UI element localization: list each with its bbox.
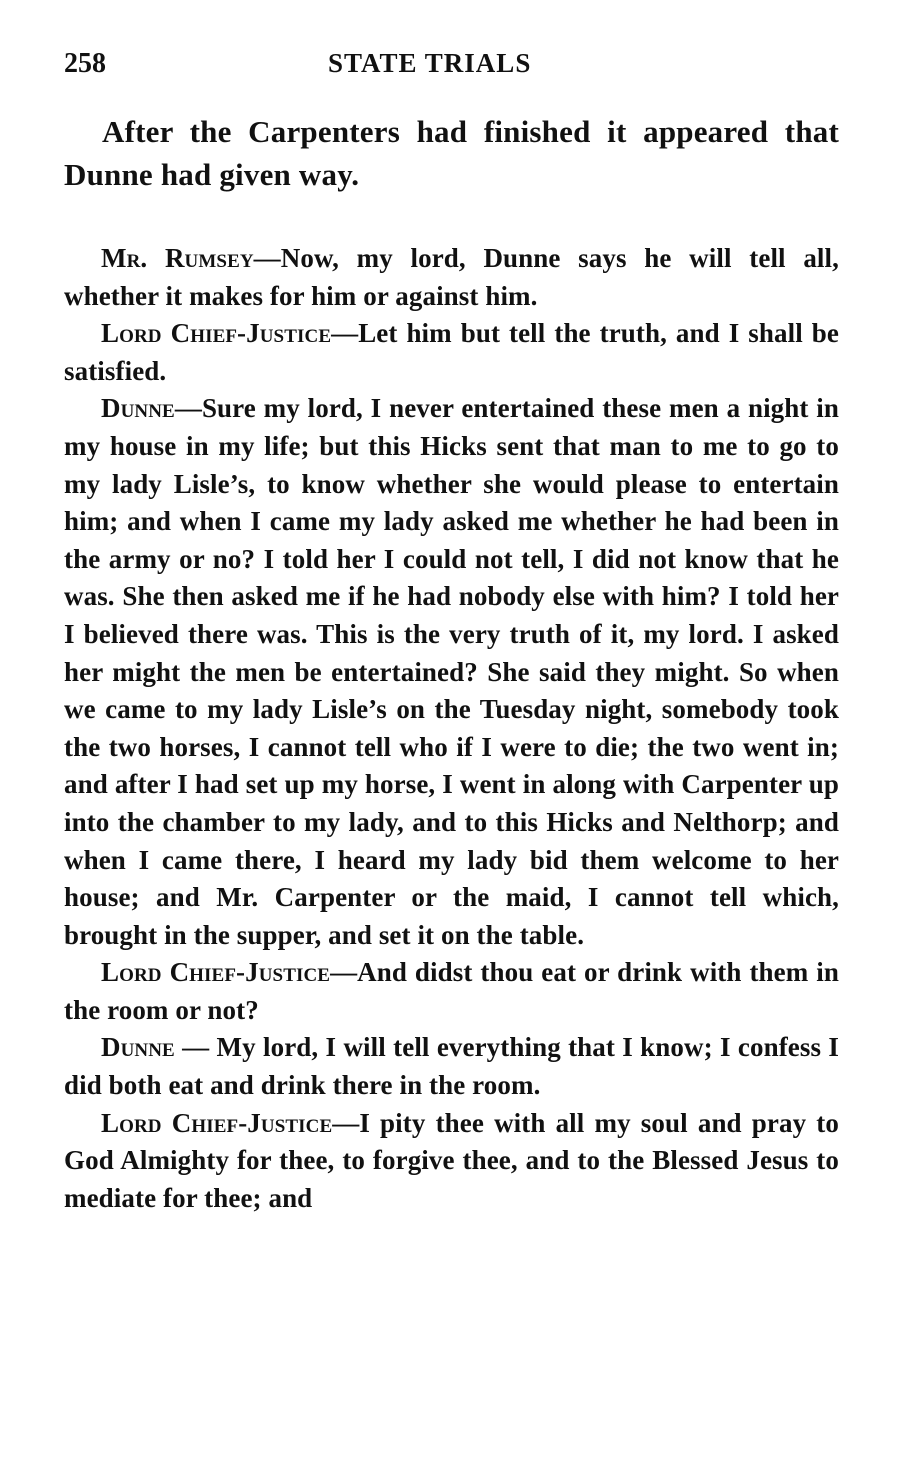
speaker-name: Lord Chief-Justice: [101, 1107, 333, 1138]
speech-paragraph: [64, 1105, 839, 1218]
book-page: [64, 48, 839, 1438]
speech-paragraph: [64, 954, 839, 1029]
speech-text: —Let him but tell the truth, and I shall be satisfied.: [64, 318, 839, 386]
speaker-name: Dunne: [101, 393, 175, 424]
speech-text: —I pity thee with all my soul and pray to God Almighty for thee, to forgive thee, and to the Blessed Jesus to mediate for thee; and: [64, 1107, 839, 1213]
speech-paragraph: [64, 390, 839, 954]
page-number: 258: [64, 48, 106, 79]
speaker-name: Lord Chief-Justice: [101, 318, 332, 349]
section-summary: After the Carpenters had finished it appeared that Dunne had given way.: [64, 114, 839, 192]
speaker-name: Mr. Rumsey: [101, 243, 254, 273]
speaker-name: Lord Chief-Justice: [101, 957, 331, 988]
speech-paragraph: [64, 1029, 839, 1104]
speech-text: —Now, my lord, Dunne says he will tell all, whether it makes for him or against him.: [64, 243, 839, 311]
running-title: STATE TRIALS: [328, 48, 532, 78]
testimony-text: [64, 240, 839, 1217]
speaker-name: Dunne: [101, 1032, 175, 1063]
speech-text: — My lord, I will tell everything that I know; I confess I did both eat and drink there in the room.: [64, 1032, 839, 1101]
speech-paragraph: [64, 315, 839, 390]
speech-text: —Sure my lord, I never entertained these men a night in my house in my life; but this Hicks sent that man to me to go to my lady Lisle’s, to know whether she would please to entertain him; and when I came my lady asked me whether he had been in the army or no? I told her I could not tell, I did not know that he was. She then asked me if he had nobody else with him? I told her I believed there was. This is the very truth of it, my lord. I asked her might the men be entertained? She said they might. So when we came to my lady Lisle’s on the Tuesday night, somebody took the two horses, I cannot tell who if I were to die; the two went in; and after I had set up my horse, I went in along with Carpenter up into the chamber to my lady, and to this Hicks and Nelthorp; and when I came there, I heard my lady bid them welcome to her house; and Mr. Carpenter or the maid, I cannot tell which, brought in the supper, and set it on the table.: [64, 393, 839, 950]
speech-text: —And didst thou eat or drink with them in the room or not?: [64, 957, 839, 1025]
running-head: [64, 48, 839, 88]
speech-paragraph: [64, 240, 839, 315]
